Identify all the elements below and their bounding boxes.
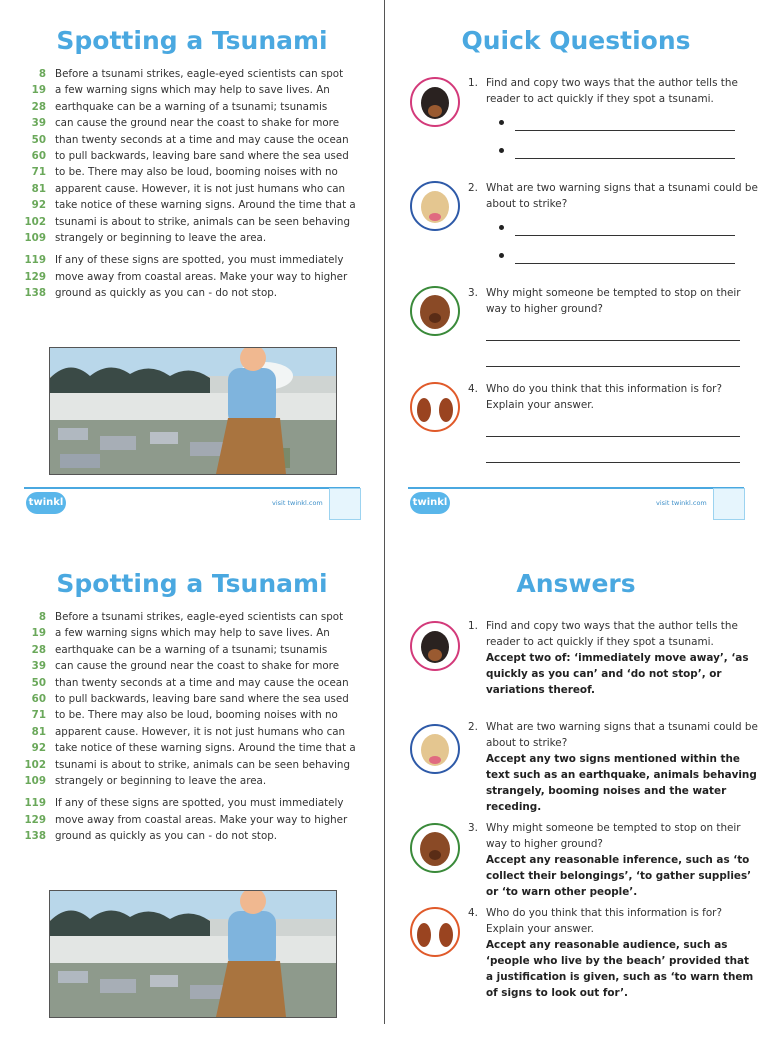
line-text: take notice of these warning signs. Around the time that a [55,199,356,212]
footer-rule [24,487,360,489]
story-title: Spotting a Tsunami [56,569,328,598]
line-number: 50 [31,133,46,146]
line-text: to be. There may also be loud, booming noises with no [55,166,338,179]
labrador-dog-icon [410,724,460,774]
answers-title: Answers [516,569,636,598]
text-line: 102 tsunami is about to strike, animals can be seen behaving [24,758,350,771]
visit-link[interactable]: visit twinkl.com [272,499,323,507]
twinkl-logo: twinkl [410,492,450,514]
spaniel-dog-icon [410,286,460,336]
text-line [16,115,352,131]
text-line: 50 than twenty seconds at a time and may cause the ocean [31,676,349,689]
story-text [16,66,356,301]
line-text: apparent cause. However, it is not just humans who can [55,182,346,195]
answer-line[interactable] [515,263,735,264]
line-number: 102 [24,215,46,228]
text-line [16,252,352,268]
story-text [16,609,356,844]
line-number: 81 [31,182,46,195]
line-number: 39 [31,117,46,130]
footer-rule [408,487,744,489]
quick-title: Quick Questions [461,26,691,55]
line-text: strangely or beginning to leave the area. [55,231,267,244]
text-line: 138 ground as quickly as you can - do not stop. [24,830,278,843]
text-line [16,99,352,115]
line-text: earthquake can be a warning of a tsunami; tsunamis [55,100,328,113]
answer-text: Accept any reasonable audience, such as ‘people who live by the beach’ provided that a justification is given, such as ‘to warn them of signs to look out for’. [486,939,754,999]
line-number: 60 [31,149,46,162]
line-text: Before a tsunami strikes, eagle-eyed scientists can spot [55,68,344,80]
answer-line[interactable] [515,158,735,159]
spaniel-dog-icon [410,823,460,873]
text-line [16,269,352,285]
text-line: 119 If any of these signs are spotted, you must immediately [24,797,344,810]
text-line [16,132,352,148]
question-text: Who do you think that this information is for? Explain your answer. [486,907,722,935]
line-text: to pull backwards, leaving bare sand where the sea used [55,149,349,162]
bullet-icon [499,120,504,125]
line-number: 92 [31,199,46,212]
text-line: 28 earthquake can be a warning of a tsunami; tsunamis [31,643,328,656]
answer-line[interactable] [515,235,735,236]
labrador-dog-icon [410,181,460,231]
rottweiler-dog-icon [410,621,460,671]
answer-text: Accept any two signs mentioned within the text such as an earthquake, animals behaving strangely, booming noises and the water receding. [486,753,757,813]
line-text: tsunami is about to strike, animals can be seen behaving [55,215,350,228]
answer-line[interactable] [486,340,740,341]
text-line [16,82,352,98]
answer-line[interactable] [486,366,740,367]
bullet-icon [499,253,504,258]
text-line [16,285,352,301]
twinkl-logo: twinkl [26,492,66,514]
text-line [16,148,352,164]
question-text: What are two warning signs that a tsunami could be about to strike? [486,721,758,749]
text-line [16,66,352,82]
text-line: 8 Before a tsunami strikes, eagle-eyed scientists can spot [38,611,344,623]
text-line: 109 strangely or beginning to leave the area. [24,774,267,787]
line-number: 19 [31,84,46,97]
story-title: Spotting a Tsunami [56,26,328,55]
text-line: 71 to be. There may also be loud, booming noises with no [31,709,338,722]
answer-line[interactable] [486,462,740,463]
text-line [16,181,352,197]
line-text: can cause the ground near the coast to shake for more [55,117,340,130]
line-text: than twenty seconds at a time and may cause the ocean [55,133,349,146]
line-text: If any of these signs are spotted, you must immediately [55,254,344,267]
tsunami-illustration [49,890,337,1018]
cavalier-dog-icon [410,907,460,957]
answer-line[interactable] [515,130,735,131]
bullet-icon [499,148,504,153]
line-text: a few warning signs which may help to save lives. An [55,84,330,97]
text-line [16,230,352,246]
quality-badge-icon [329,488,361,520]
rottweiler-dog-icon [410,77,460,127]
cavalier-dog-icon [410,382,460,432]
text-line: 39 can cause the ground near the coast to shake for more [31,660,340,673]
line-number: 119 [24,254,46,267]
text-line [16,164,352,180]
answers-panel: Answers 1. Find and copy two ways that the author tells the reader to act quickly if they spot a tsunami. Accept two of: ‘immediately move away’, ‘as quickly as you can’ and ‘do not stop’, or variations thereof. 2. What are two warning signs that a tsunami could be about to strike? Accept any two signs mentioned within the text such as an earthquake, animals behaving strangely, booming noises and the water receding. 3. Why might someone be tempted to stop on their way to higher ground? Accept any reasonable inference, such as ‘to collect their belongings’, ‘to gather supplies’ or ‘to warn other people’. 4. Who do you think that this information is for? Explain your answer. Accept any reasonable audience, such as ‘people who live by the beach’ provided that a justification is given, such as ‘to warn them of signs to look out for’. [384,543,768,1055]
text-line [16,197,356,213]
question-text: Find and copy two ways that the author tells the reader to act quickly if they spot a tsunami. [486,620,738,648]
text-line: 19 a few warning signs which may help to save lives. An [31,627,330,640]
quality-badge-icon [713,488,745,520]
line-number: 8 [38,68,46,80]
visit-link[interactable]: visit twinkl.com [656,499,707,507]
quick-questions-panel: Quick Questions 1. Find and copy two ways that the author tells the reader to act quickly if they spot a tsunami. 2. What are two warning signs that a tsunami could be about to strike? 3. Why might someone be tempted to stop on their way to higher ground? 4. Who do you think that this information is for? Explain your answer. twinkl visit twinkl.com [384,0,768,512]
text-line: 60 to pull backwards, leaving bare sand where the sea used [31,692,349,705]
line-number: 129 [24,270,46,283]
question-text: Why might someone be tempted to stop on their way to higher ground? [486,822,741,850]
answer-line[interactable] [486,436,740,437]
line-number: 71 [31,166,46,179]
text-line [16,214,352,230]
story-panel-bottom [0,543,384,1055]
tsunami-illustration [49,347,337,475]
text-line: 81 apparent cause. However, it is not just humans who can [31,725,346,738]
line-number: 138 [24,287,46,300]
text-line: 129 move away from coastal areas. Make your way to higher [24,813,348,826]
text-line: 92 take notice of these warning signs. Around the time that a [31,742,356,755]
line-number: 28 [31,100,46,113]
story-panel-top [0,0,384,512]
line-text: ground as quickly as you can - do not stop. [55,287,278,300]
bullet-icon [499,225,504,230]
line-text: move away from coastal areas. Make your way to higher [55,270,348,283]
answer-text: Accept any reasonable inference, such as ‘to collect their belongings’, ‘to gather supplies’ or ‘to warn other people’. [486,854,752,898]
line-number: 109 [24,231,46,244]
answer-text: Accept two of: ‘immediately move away’, ‘as quickly as you can’ and ‘do not stop’, or variations thereof. [486,652,749,696]
